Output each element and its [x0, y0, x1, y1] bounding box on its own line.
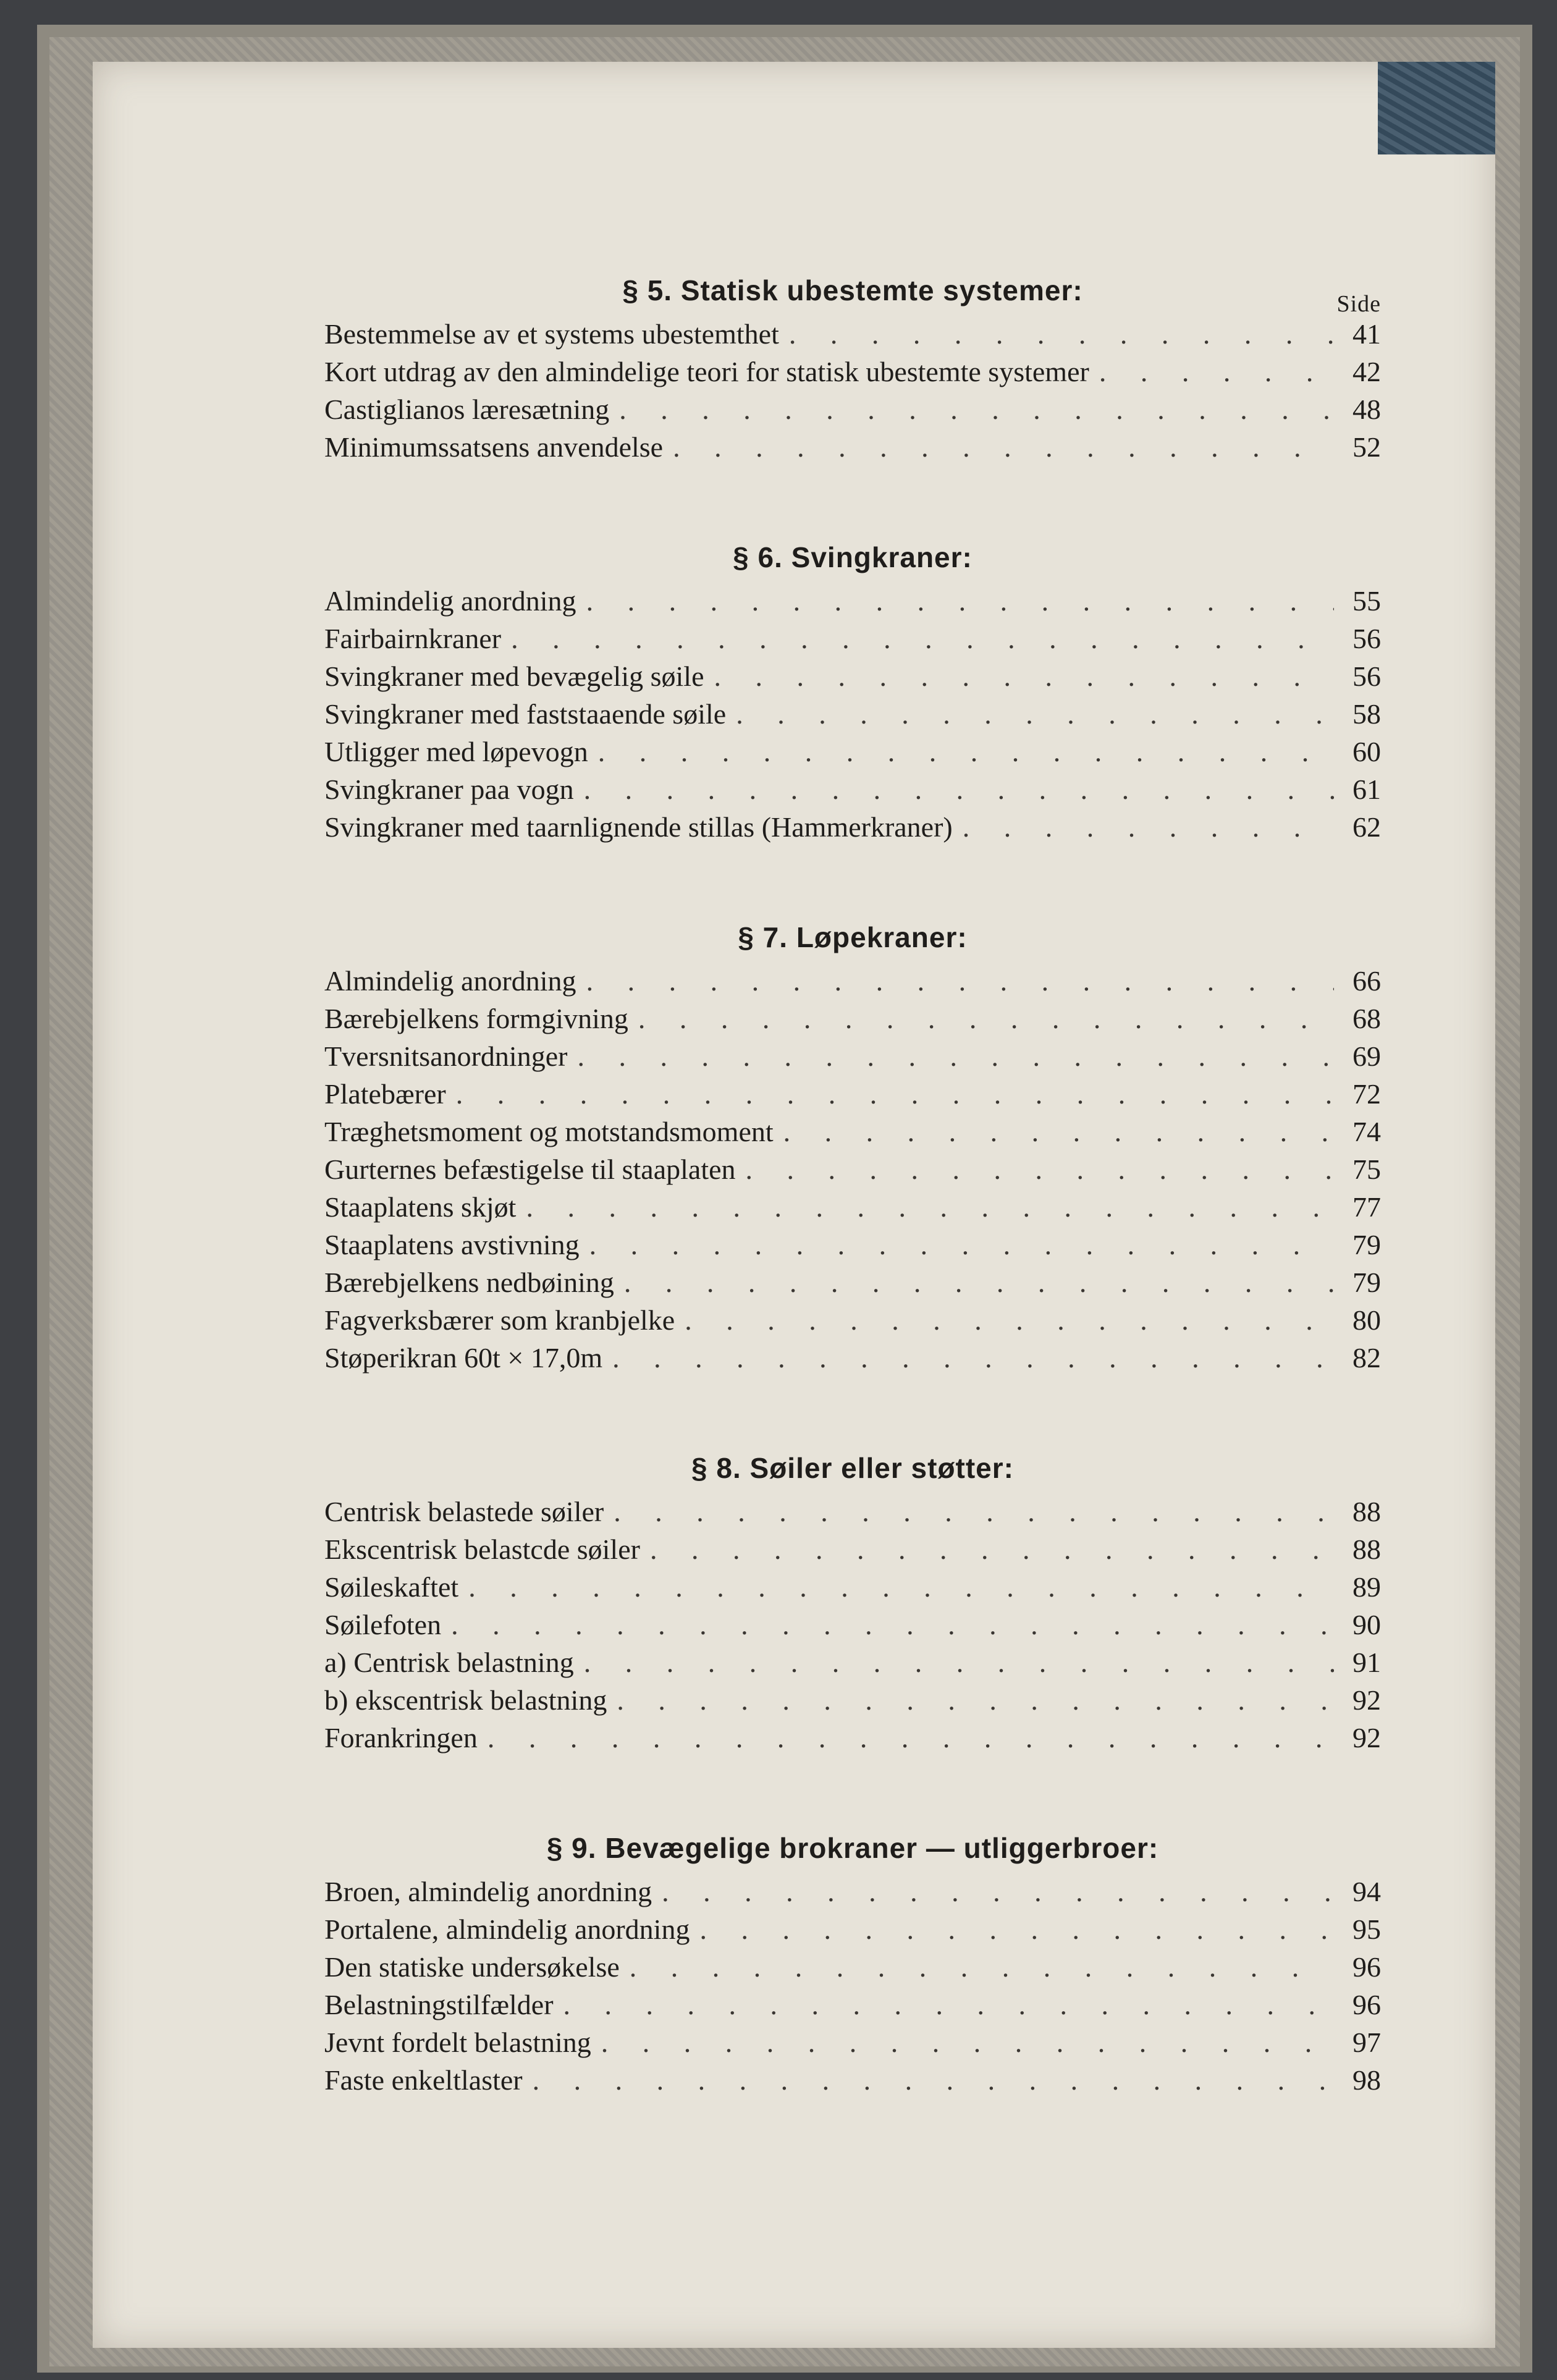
table-of-contents	[324, 266, 1381, 2166]
toc-entry	[324, 353, 1381, 390]
dot-leader	[673, 428, 1334, 466]
section-heading-text: § 7. Løpekraner:	[738, 921, 968, 953]
entry-page-number: 69	[1352, 1040, 1381, 1072]
entry-page-number: 72	[1352, 1078, 1381, 1110]
section-heading	[324, 533, 1381, 582]
section-heading-text: § 5. Statisk ubestemte systemer:	[622, 274, 1083, 306]
toc-entry	[324, 1986, 1381, 2023]
entry-page-number: 56	[1352, 660, 1381, 692]
entry-page-number: 88	[1352, 1534, 1381, 1565]
entry-title: Træghetsmoment og motstandsmoment	[324, 1116, 774, 1147]
toc-entry	[324, 1493, 1381, 1530]
toc-entry	[324, 390, 1381, 428]
section-heading	[324, 266, 1381, 315]
entry-page-number: 79	[1352, 1267, 1381, 1298]
entry-title: Platebærer	[324, 1078, 446, 1110]
entry-page-number: 41	[1352, 318, 1381, 350]
entry-title: Faste enkeltlaster	[324, 2064, 523, 2096]
toc-entry	[324, 733, 1381, 770]
entry-page-number: 80	[1352, 1304, 1381, 1336]
entry-page-number: 94	[1352, 1876, 1381, 1907]
entry-title: Gurternes befæstigelse til staaplaten	[324, 1154, 736, 1185]
section-heading	[324, 1823, 1381, 1873]
entry-title: Den statiske undersøkelse	[324, 1951, 620, 1983]
dot-leader	[584, 1644, 1334, 1681]
toc-entry	[324, 315, 1381, 353]
dot-leader	[783, 1113, 1334, 1150]
entry-title: Støperikran 60t × 17,0m	[324, 1342, 603, 1374]
entry-title: Forankringen	[324, 1722, 478, 1753]
dot-leader	[511, 620, 1334, 657]
toc-entry	[324, 2061, 1381, 2099]
toc-entry	[324, 657, 1381, 695]
entry-page-number: 92	[1352, 1722, 1381, 1753]
dot-leader	[746, 1150, 1334, 1188]
entry-page-number: 61	[1352, 774, 1381, 805]
entry-page-number: 74	[1352, 1116, 1381, 1147]
toc-entry	[324, 2023, 1381, 2061]
entry-title: Svingkraner med bevægelig søile	[324, 660, 704, 692]
dot-leader	[584, 770, 1334, 808]
toc-entry	[324, 582, 1381, 620]
entry-page-number: 88	[1352, 1496, 1381, 1527]
entry-page-number: 75	[1352, 1154, 1381, 1185]
entry-title: Søileskaftet	[324, 1571, 459, 1603]
entry-title: b) ekscentrisk belastning	[324, 1684, 607, 1716]
dot-leader	[586, 962, 1334, 1000]
entry-title: Ekscentrisk belastcde søiler	[324, 1534, 640, 1565]
section-heading-text: § 9. Bevægelige brokraner — utliggerbroer:	[546, 1832, 1159, 1864]
dot-leader	[533, 2061, 1334, 2099]
dot-leader	[601, 2023, 1334, 2061]
entry-title: Svingkraner paa vogn	[324, 774, 574, 805]
dot-leader	[586, 582, 1334, 620]
entry-title: Kort utdrag av den almindelige teori for statisk ubestemte systemer	[324, 356, 1089, 387]
dot-leader	[963, 808, 1334, 846]
entry-page-number: 60	[1352, 736, 1381, 767]
toc-section	[324, 1443, 1381, 1757]
toc-section	[324, 1823, 1381, 2099]
entry-page-number: 79	[1352, 1229, 1381, 1260]
entry-page-number: 68	[1352, 1003, 1381, 1034]
toc-entry	[324, 1113, 1381, 1150]
dot-leader	[577, 1037, 1334, 1075]
entry-page-number: 62	[1352, 811, 1381, 843]
dot-leader	[617, 1681, 1334, 1719]
dot-leader	[614, 1493, 1334, 1530]
dot-leader	[699, 1910, 1334, 1948]
dot-leader	[526, 1188, 1334, 1226]
toc-entry	[324, 1037, 1381, 1075]
toc-section	[324, 533, 1381, 846]
section-heading	[324, 1443, 1381, 1493]
toc-entry	[324, 808, 1381, 846]
entry-title: Belastningstilfælder	[324, 1989, 554, 2020]
entry-page-number: 89	[1352, 1571, 1381, 1603]
entry-page-number: 96	[1352, 1989, 1381, 2020]
section-heading	[324, 913, 1381, 962]
entry-page-number: 96	[1352, 1951, 1381, 1983]
dot-leader	[589, 1226, 1334, 1264]
entry-title: Bestemmelse av et systems ubestemthet	[324, 318, 779, 350]
dot-leader	[619, 390, 1334, 428]
entry-title: Staaplatens avstivning	[324, 1229, 580, 1260]
entry-page-number: 82	[1352, 1342, 1381, 1374]
entry-title: Minimumssatsens anvendelse	[324, 431, 664, 463]
dot-leader	[1099, 353, 1334, 390]
entry-title: Tversnitsanordninger	[324, 1040, 568, 1072]
entry-title: Staaplatens skjøt	[324, 1191, 517, 1223]
dot-leader	[487, 1719, 1334, 1757]
dot-leader	[451, 1606, 1334, 1644]
entry-title: Svingkraner med taarnlignende stillas (Hammerkraner)	[324, 811, 953, 843]
toc-entry	[324, 1226, 1381, 1264]
entry-page-number: 77	[1352, 1191, 1381, 1223]
entry-title: Svingkraner med faststaaende søile	[324, 698, 727, 730]
dot-leader	[714, 657, 1335, 695]
entry-title: Utligger med løpevogn	[324, 736, 588, 767]
entry-title: Centrisk belastede søiler	[324, 1496, 604, 1527]
entry-title: Fairbairnkraner	[324, 623, 502, 654]
dot-leader	[662, 1873, 1334, 1910]
entry-page-number: 90	[1352, 1609, 1381, 1640]
entry-page-number: 98	[1352, 2064, 1381, 2096]
dot-leader	[685, 1301, 1334, 1339]
entry-title: a) Centrisk belastning	[324, 1647, 574, 1678]
toc-entry	[324, 1339, 1381, 1377]
section-heading-text: § 6. Svingkraner:	[733, 541, 973, 573]
section-heading-text: § 8. Søiler eller støtter:	[691, 1452, 1014, 1484]
toc-entry	[324, 1910, 1381, 1948]
entry-title: Bærebjelkens nedbøining	[324, 1267, 614, 1298]
entry-page-number: 66	[1352, 965, 1381, 997]
toc-entry	[324, 1644, 1381, 1681]
entry-title: Portalene, almindelig anordning	[324, 1914, 690, 1945]
entry-title: Bærebjelkens formgivning	[324, 1003, 628, 1034]
toc-entry	[324, 620, 1381, 657]
entry-title: Almindelig anordning	[324, 965, 576, 997]
toc-entry	[324, 695, 1381, 733]
spine-cloth	[1378, 62, 1495, 154]
toc-section	[324, 913, 1381, 1377]
toc-entry	[324, 1150, 1381, 1188]
toc-entry	[324, 1719, 1381, 1757]
entry-page-number: 48	[1352, 394, 1381, 425]
toc-entry	[324, 1075, 1381, 1113]
entry-page-number: 97	[1352, 2027, 1381, 2058]
entry-page-number: 56	[1352, 623, 1381, 654]
toc-entry	[324, 1606, 1381, 1644]
dot-leader	[563, 1986, 1334, 2023]
entry-title: Broen, almindelig anordning	[324, 1876, 652, 1907]
side-column-label: Side	[1336, 291, 1381, 317]
toc-entry	[324, 428, 1381, 466]
toc-section	[324, 266, 1381, 466]
entry-page-number: 52	[1352, 431, 1381, 463]
toc-entry	[324, 1568, 1381, 1606]
toc-entry	[324, 962, 1381, 1000]
entry-page-number: 92	[1352, 1684, 1381, 1716]
toc-entry	[324, 770, 1381, 808]
entry-page-number: 42	[1352, 356, 1381, 387]
entry-title: Søilefoten	[324, 1609, 442, 1640]
dot-leader	[789, 315, 1334, 353]
toc-entry	[324, 1000, 1381, 1037]
toc-entry	[324, 1264, 1381, 1301]
entry-title: Jevnt fordelt belastning	[324, 2027, 591, 2058]
toc-entry	[324, 1948, 1381, 1986]
toc-entry	[324, 1530, 1381, 1568]
dot-leader	[736, 695, 1334, 733]
toc-entry	[324, 1873, 1381, 1910]
dot-leader	[456, 1075, 1334, 1113]
toc-entry	[324, 1301, 1381, 1339]
dot-leader	[630, 1948, 1334, 1986]
dot-leader	[598, 733, 1334, 770]
dot-leader	[612, 1339, 1334, 1377]
entry-page-number: 91	[1352, 1647, 1381, 1678]
entry-title: Castiglianos læresætning	[324, 394, 610, 425]
entry-title: Almindelig anordning	[324, 585, 576, 617]
dot-leader	[624, 1264, 1334, 1301]
dot-leader	[650, 1530, 1334, 1568]
toc-entry	[324, 1681, 1381, 1719]
entry-title: Fagverksbærer som kranbjelke	[324, 1304, 675, 1336]
entry-page-number: 58	[1352, 698, 1381, 730]
entry-page-number: 95	[1352, 1914, 1381, 1945]
entry-page-number: 55	[1352, 585, 1381, 617]
dot-leader	[468, 1568, 1334, 1606]
toc-entry	[324, 1188, 1381, 1226]
dot-leader	[638, 1000, 1334, 1037]
